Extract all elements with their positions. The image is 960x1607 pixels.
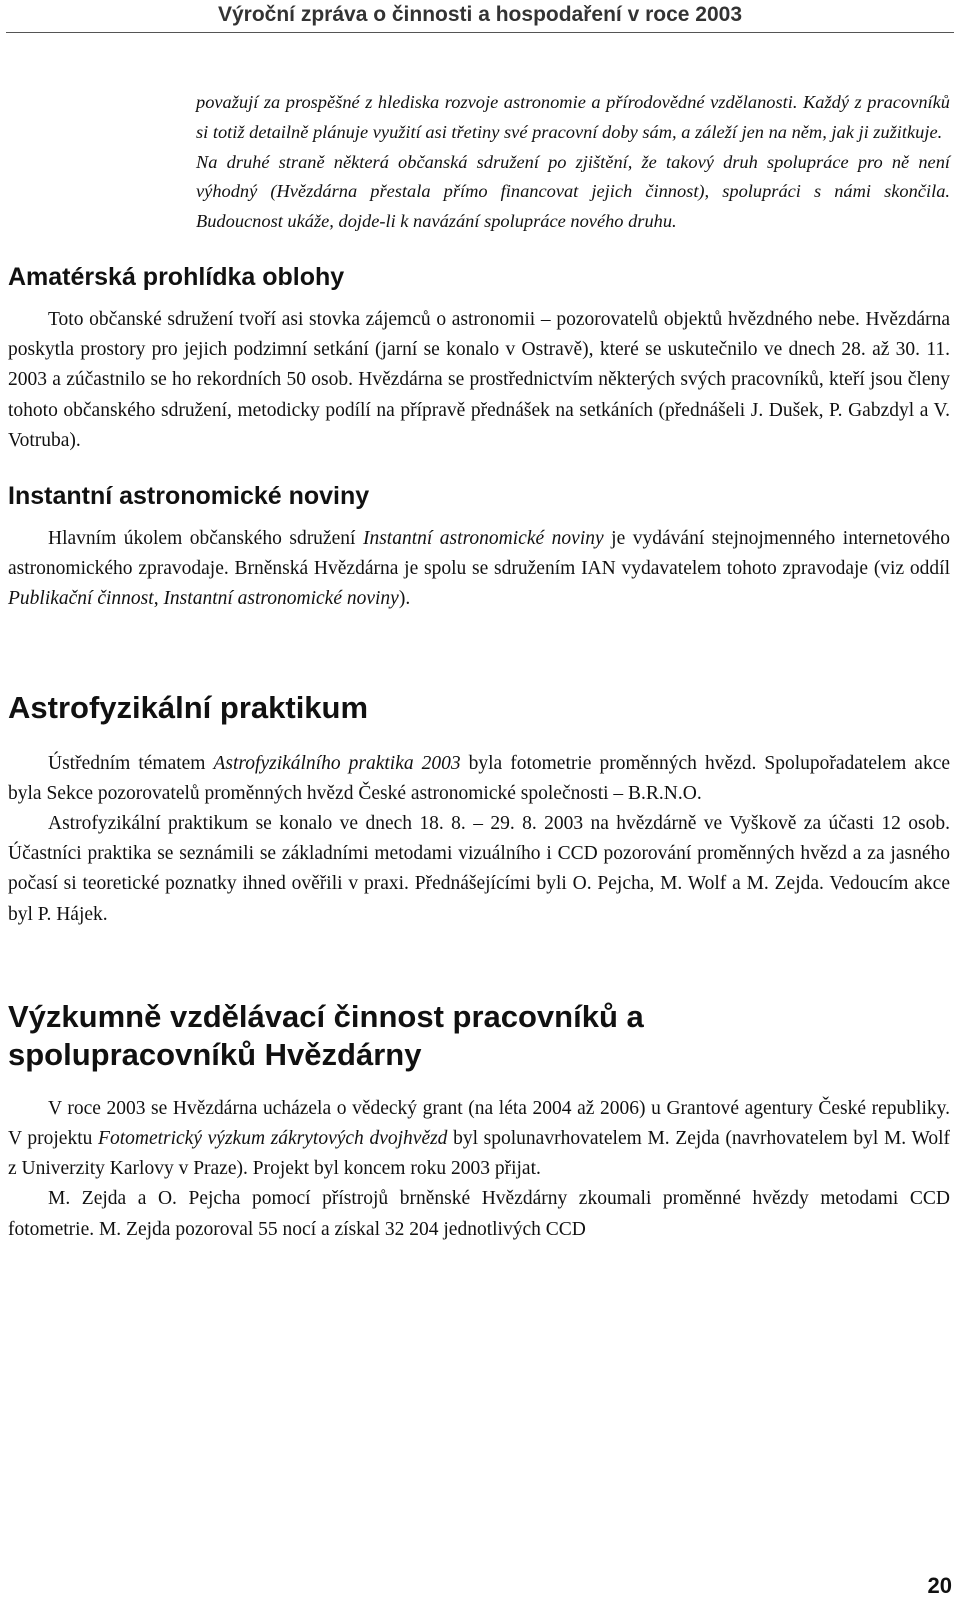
section-heading-amaterska: Amatérská prohlídka oblohy <box>8 262 345 291</box>
paragraph <box>8 524 950 615</box>
section-body-praktikum <box>8 749 950 930</box>
italic-text-run: Fotometrický výzkum zákrytových dvojhvězd <box>98 1128 448 1150</box>
section-heading-vyzkum: Výzkumně vzdělávací činnost pracovníků a spolupracovníků Hvězdárny <box>8 998 644 1072</box>
text-run: V roce 2003 se Hvězdárna ucházela o vědecký grant (na léta 2004 až 2006) u Grantové agentury České republiky. V projektu <box>8 1097 950 1150</box>
section-body-vyzkum <box>8 1094 950 1245</box>
text-run: , <box>153 588 164 610</box>
section-heading-ian: Instantní astronomické noviny <box>8 482 370 510</box>
text-run: Ústředním tématem <box>48 752 214 774</box>
text-run: ). <box>398 588 411 610</box>
quote-paragraph-2: Na druhé straně některá občanská sdružení po zjištění, že takový druh spolupráce pro ně není výhodný (Hvězdárna přestala přímo financovat jejich činnost), spolupráci s námi skončila. Budoucnost ukáže, dojde-li k navázání spolupráce nového druhu. <box>196 151 950 232</box>
section-body-amaterska <box>8 305 950 456</box>
italic-text-run: Publikační činnost <box>8 588 154 610</box>
quote-paragraph-1: považují za prospěšné z hlediska rozvoje astronomie a přírodovědné vzdělanosti. Každý z pracovníků si totiž detailně plánuje využití asi třetiny své pracovní doby sám, a záleží jen na něm, jak ji zužitkuje. <box>196 92 950 142</box>
header-divider <box>6 32 954 33</box>
italic-text-run: Instantní astronomické noviny <box>362 528 604 549</box>
paragraph <box>8 749 950 809</box>
italic-text-run: Instantní astronomické noviny <box>163 588 399 610</box>
section-body-ian <box>8 524 950 615</box>
paragraph: Toto občanské sdružení tvoří asi stovka zájemců o astronomii – pozorovatelů objektů hvězdného nebe. Hvězdárna poskytla prostory pro jejich podzimní setkání (jarní se konalo v Ostravě), které se uskutečnilo ve dnech 28. až 30. 11. 2003 a zúčastnilo se ho rekordních 50 osob. Hvězdárna se prostřednictvím některých svých pracovníků, kteří jsou členy tohoto občanského sdružení, metodicky podílí na přípravě přednášek na setkáních (přednášeli J. Dušek, P. Gabzdyl a V. Votruba). <box>8 308 950 451</box>
italic-text-run: Astrofyzikálního praktika 2003 <box>213 752 461 774</box>
section-heading-praktikum: Astrofyzikální praktikum <box>8 689 369 725</box>
text-run: je vydávání stejnojmenného internetového astronomického zpravodaje. Brněnská Hvězdárna je spolu se sdružením IAN vydavatelem tohoto zpravodaje (viz oddíl <box>8 528 950 580</box>
running-header <box>0 0 960 34</box>
paragraph: M. Zejda a O. Pejcha pomocí přístrojů brněnské Hvězdárny zkoumali proměnné hvězdy metodami CCD fotometrie. M. Zejda pozoroval 55 nocí a získal 32 204 jednotlivých CCD <box>8 1188 950 1240</box>
text-run: byla fotometrie proměnných hvězd. Spolupořadatelem akce byla Sekce pozorovatelů proměnných hvězd České astronomické společnosti – B.R.N.O. <box>8 752 951 804</box>
paragraph <box>8 1094 950 1185</box>
page-content <box>8 88 950 1245</box>
paragraph: Astrofyzikální praktikum se konalo ve dnech 18. 8. – 29. 8. 2003 na hvězdárně ve Vyškově za účasti 12 osob. Účastníci praktika se seznámili se základními metodami vizuálního i CCD pozorování proměnných hvězd a za jasného počasí si teoretické poznatky ihned ověřili v praxi. Přednášejícími byli O. Pejcha, M. Wolf a M. Zejda. Vedoucím akce byl P. Hájek. <box>8 813 950 925</box>
page-number: 20 <box>927 1573 952 1598</box>
text-run: Hlavním úkolem občanského sdružení <box>48 528 363 549</box>
text-run: byl spolunavrhovatelem M. Zejda (navrhovatelem byl M. Wolf z Univerzity Karlovy v Praze). Projekt byl koncem roku 2003 přijat. <box>8 1128 950 1180</box>
italic-quote <box>196 88 950 237</box>
document-title: Výroční zpráva o činnosti a hospodaření v roce 2003 <box>217 3 742 26</box>
